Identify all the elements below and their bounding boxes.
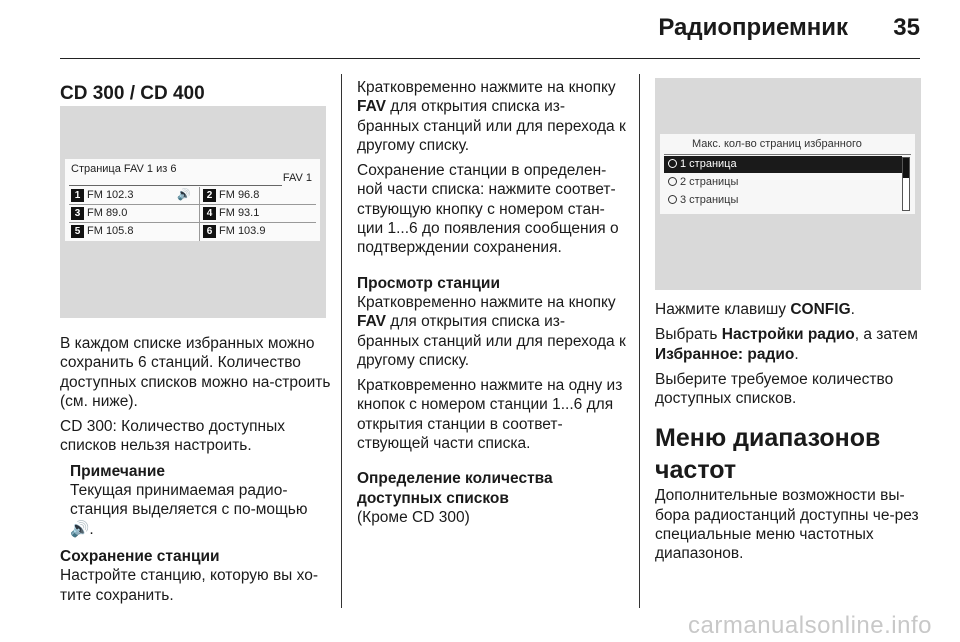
paragraph: Нажмите клавишу CONFIG. <box>655 301 855 318</box>
radio-icon <box>668 159 677 168</box>
menu-title: Макс. кол-во страниц избранного <box>692 138 862 150</box>
fav-screen-figure <box>60 106 326 318</box>
watermark: carmanualsonline.info <box>688 612 932 639</box>
note-heading: Примечание <box>70 462 165 480</box>
radio-icon <box>668 195 677 204</box>
section-heading: Меню диапазонов частот <box>655 424 881 485</box>
section-heading: CD 300 / CD 400 <box>60 83 205 104</box>
menu-option-1[interactable]: 1 страница <box>664 156 902 173</box>
menu-option-3[interactable]: 3 страницы <box>664 192 902 209</box>
paragraph: CD 300: Количество доступных списков нельзя настроить. <box>60 418 285 455</box>
fav-tab-label: FAV 1 <box>282 172 312 184</box>
preset-label: FM 105.8 <box>87 225 134 237</box>
paragraph: Кратковременно нажмите на одну из кнопок с номером станции 1...6 для открытия станции в соответ-ствующей части списка. <box>357 377 623 453</box>
fav-key: FAV <box>357 98 386 116</box>
column-3-text <box>655 300 927 570</box>
note-box: Примечание Текущая принимаемая радио-станция выделяется с по-мощью 🔊. <box>70 462 332 539</box>
preset-number: 6 <box>203 225 216 238</box>
preset-number: 4 <box>203 207 216 220</box>
fav-screen <box>65 159 320 241</box>
paragraph: (Кроме CD 300) <box>357 508 470 526</box>
radio-icon <box>668 177 677 186</box>
page-count-figure <box>655 78 921 290</box>
preset-number: 5 <box>71 225 84 238</box>
column-divider <box>341 74 342 608</box>
paragraph: Дополнительные возможности вы-бора радиостанций доступны че-рез специальные меню частотных диапазонов. <box>655 487 919 563</box>
header-rule <box>60 58 920 59</box>
preset-row <box>69 187 316 205</box>
preset-label: FM 102.3 <box>87 189 134 201</box>
scrollbar-thumb[interactable] <box>903 158 909 178</box>
scrollbar[interactable] <box>902 157 910 211</box>
note-text: Текущая принимаемая радио-станция выделяется с по-мощью <box>70 482 308 519</box>
paragraph: Кратковременно нажмите на кнопку FAV для открытия списка из-бранных станций или для перехода к другому списку. <box>357 79 626 154</box>
preset-label: FM 96.8 <box>219 189 260 201</box>
preset-number: 3 <box>71 207 84 220</box>
preset-number: 1 <box>71 189 84 202</box>
paragraph: Кратковременно нажмите на кнопку FAV для открытия списка из-бранных станций или для перехода к другому списку. <box>357 293 626 369</box>
running-header-title: Радиоприемник <box>658 14 848 41</box>
paragraph: Настройте станцию, которую вы хо-тите сохранить. <box>60 567 318 604</box>
paragraph: Выбрать Настройки радио, а затем Избранное: радио. <box>655 326 918 363</box>
page-count-menu <box>660 134 915 214</box>
menu-path: Настройки радио <box>721 326 855 344</box>
subsection-heading: Просмотр станции <box>357 274 500 292</box>
preset-label: FM 89.0 <box>87 207 128 219</box>
speaker-icon: 🔊 <box>70 520 90 538</box>
fav-screen-title: Страница FAV 1 из 6 <box>71 163 177 175</box>
menu-option-2[interactable]: 2 страницы <box>664 174 902 191</box>
preset-row <box>69 223 316 240</box>
paragraph: Выберите требуемое количество доступных списков. <box>655 370 894 408</box>
fav-key: FAV <box>357 313 386 331</box>
column-2 <box>357 78 627 533</box>
preset-row <box>69 205 316 223</box>
subsection-heading: Сохранение станции <box>60 547 220 565</box>
menu-path: Избранное: радио <box>655 345 795 363</box>
subsection-heading: Определение количества доступных списков <box>357 470 553 507</box>
column-divider <box>639 74 640 608</box>
paragraph: Сохранение станции в определен-ной части списка: нажмите соответ-ствующую кнопку с номером стан-ции 1...6 до появления сообщения о подтверждении сохранения. <box>357 162 619 257</box>
preset-label: FM 103.9 <box>219 225 266 237</box>
preset-label: FM 93.1 <box>219 207 260 219</box>
page-number: 35 <box>893 14 920 41</box>
config-key: CONFIG <box>790 301 851 318</box>
column-1-text <box>60 334 332 611</box>
preset-number: 2 <box>203 189 216 202</box>
paragraph: В каждом списке избранных можно сохранить 6 станций. Количество доступных списков можно на-строить (см. ниже). <box>60 335 331 410</box>
speaker-icon: 🔊 <box>177 189 191 201</box>
